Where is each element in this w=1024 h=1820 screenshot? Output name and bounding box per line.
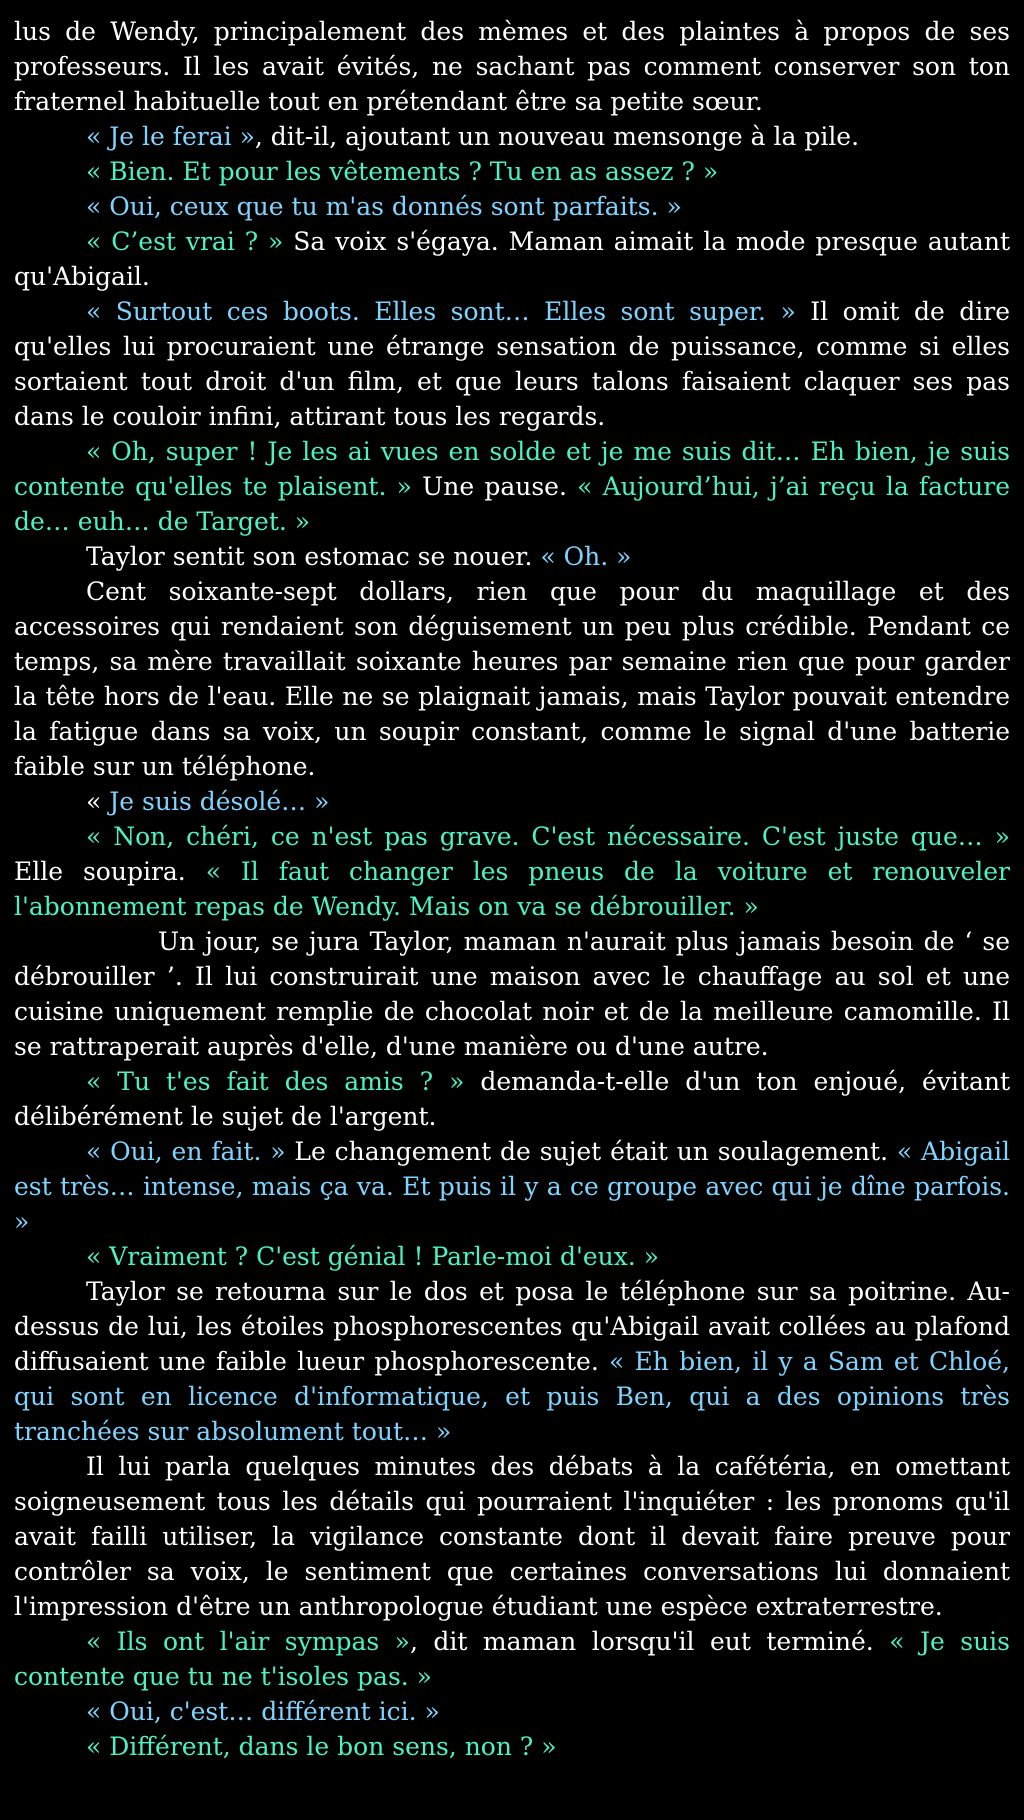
- paragraph: [14, 434, 1010, 539]
- paragraph: [14, 1729, 1010, 1764]
- narration-text: «: [86, 787, 110, 816]
- mother-dialogue: « Différent, dans le bon sens, non ? »: [86, 1732, 557, 1761]
- paragraph: [14, 224, 1010, 294]
- mother-dialogue: « Tu t'es fait des amis ? »: [86, 1067, 465, 1096]
- narration-text: Le changement de sujet était un soulagement.: [285, 1137, 897, 1166]
- narration-text: , dit-il, ajoutant un nouveau mensonge à la pile.: [254, 122, 860, 151]
- paragraph: [14, 819, 1010, 924]
- taylor-dialogue: « Oui, ceux que tu m'as donnés sont parfaits. »: [86, 192, 682, 221]
- taylor-dialogue: « Je le ferai »: [86, 122, 255, 151]
- narration-text: Taylor se retourna sur le dos et posa le téléphone sur sa poitrine. Au-dessus de lui, les étoiles phosphorescentes qu'Abigail avait collées au plafond diffusaient une faible lueur phosphorescente.: [14, 1277, 1010, 1376]
- taylor-dialogue: « Oui, en fait. »: [86, 1137, 286, 1166]
- mother-dialogue: « Oh, super ! Je les ai vues en solde et je me suis dit… Eh bien, je suis contente qu'elles te plaisent. »: [14, 437, 1010, 501]
- paragraph: [14, 539, 1010, 574]
- narration-text: , dit maman lorsqu'il eut terminé.: [409, 1627, 890, 1656]
- paragraph: [14, 189, 1010, 224]
- paragraph: [14, 294, 1010, 434]
- paragraph: [14, 1694, 1010, 1729]
- paragraph: [14, 1274, 1010, 1449]
- mother-dialogue: « Bien. Et pour les vêtements ? Tu en as assez ? »: [86, 157, 719, 186]
- narration-text: Elle soupira.: [14, 857, 206, 886]
- paragraph: [14, 1624, 1010, 1694]
- paragraph: [14, 1449, 1010, 1624]
- mother-dialogue: « Il faut changer les pneus de la voiture et renouveler l'abonnement repas de Wendy. Mais on va se débrouiller. »: [14, 857, 1011, 921]
- mother-dialogue: « C’est vrai ? »: [86, 227, 284, 256]
- taylor-dialogue: « Abigail est très… intense, mais ça va. Et puis il y a ce groupe avec qui je dîne parfois. »: [14, 1137, 1010, 1236]
- mother-dialogue: « Vraiment ? C'est génial ! Parle-moi d'eux. »: [86, 1242, 659, 1271]
- paragraph: [14, 1239, 1010, 1274]
- narration-text: Cent soixante-sept dollars, rien que pour du maquillage et des accessoires qui rendaient son déguisement un peu plus crédible. Pendant ce temps, sa mère travaillait soixante heures par semaine rien que pour garder la tête hors de l'eau. Elle ne se plaignait jamais, mais Taylor pouvait entendre la fatigue dans sa voix, un soupir constant, comme le signal d'une batterie faible sur un téléphone.: [14, 577, 1010, 781]
- paragraph: [14, 154, 1010, 189]
- taylor-dialogue: « Oh. »: [540, 542, 632, 571]
- narration-text: Il lui parla quelques minutes des débats à la cafétéria, en omettant soigneusement tous les détails qui pourraient l'inquiéter : les pronoms qu'il avait failli utiliser, la vigilance constante dont il devait faire preuve pour contrôler sa voix, le sentiment que certaines conversations lui donnaient l'impression d'être un anthropologue étudiant une espèce extraterrestre.: [14, 1452, 1010, 1621]
- narration-text: Il omit de dire qu'elles lui procuraient une étrange sensation de puissance, comme si elles sortaient tout droit d'un film, et que leurs talons faisaient claquer ses pas dans le couloir infini, attirant tous les regards.: [14, 297, 1010, 431]
- narration-text: Une pause.: [411, 472, 578, 501]
- mother-dialogue: « Ils ont l'air sympas »: [86, 1627, 410, 1656]
- narration-text: lus de Wendy, principalement des mèmes et des plaintes à propos de ses professeurs. Il les avait évités, ne sachant pas comment conserver son ton fraternel habituelle tout en prétendant être sa petite sœur.: [14, 17, 1010, 116]
- paragraph: [14, 1134, 1010, 1239]
- narration-text: Un jour, se jura Taylor, maman n'aurait plus jamais besoin de ‘ se débrouiller ’. Il lui construirait une maison avec le chauffage au sol et une cuisine uniquement remplie de chocolat noir et de la meilleure camomille. Il se rattraperait auprès d'elle, d'une manière ou d'une autre.: [14, 927, 1010, 1061]
- paragraph: [14, 924, 1010, 1064]
- paragraph: [14, 119, 1010, 154]
- mother-dialogue: « Non, chéri, ce n'est pas grave. C'est nécessaire. C'est juste que… »: [86, 822, 1010, 851]
- mother-dialogue: « Je suis contente que tu ne t'isoles pas. »: [14, 1627, 1010, 1691]
- paragraph: [14, 574, 1010, 784]
- paragraph: [14, 784, 1010, 819]
- taylor-dialogue: « Surtout ces boots. Elles sont… Elles sont super. »: [86, 297, 796, 326]
- taylor-dialogue: Je suis désolé… »: [109, 787, 330, 816]
- paragraph: [14, 1064, 1010, 1134]
- taylor-dialogue: « Oui, c'est… différent ici. »: [86, 1697, 440, 1726]
- narration-text: Sa voix s'égaya. Maman aimait la mode presque autant qu'Abigail.: [14, 227, 1010, 291]
- narration-text: Taylor sentit son estomac se nouer.: [86, 542, 541, 571]
- taylor-dialogue: « Eh bien, il y a Sam et Chloé, qui sont en licence d'informatique, et puis Ben, qui a des opinions très tranchées sur absolument tout… »: [14, 1347, 1010, 1446]
- mother-dialogue: « Aujourd’hui, j’ai reçu la facture de… euh… de Target. »: [14, 472, 1010, 536]
- paragraph: [14, 14, 1010, 119]
- narration-text: demanda-t-elle d'un ton enjoué, évitant délibérément le sujet de l'argent.: [14, 1067, 1010, 1131]
